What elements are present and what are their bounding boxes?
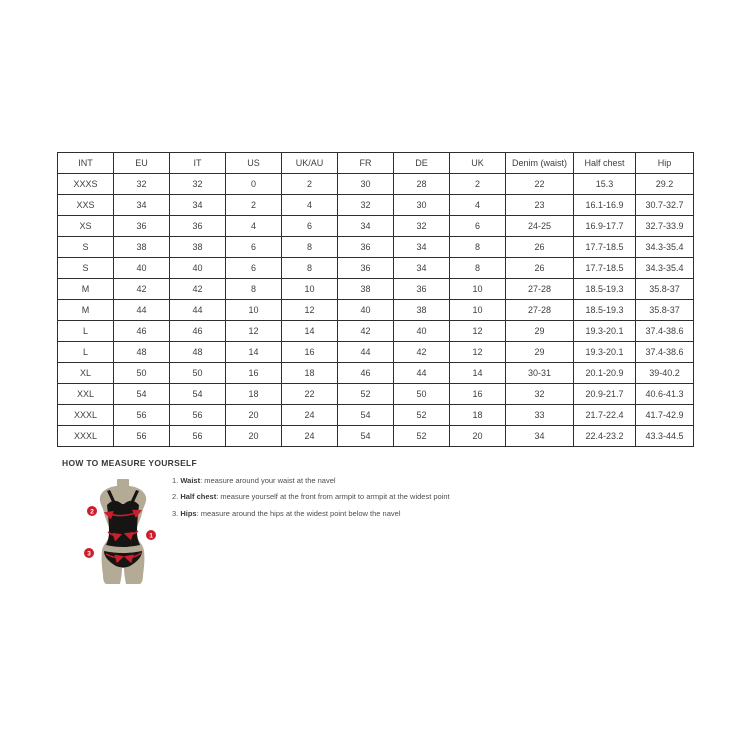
table-cell: 15.3 — [574, 174, 636, 195]
table-cell: 40 — [114, 258, 170, 279]
table-cell: 32.7-33.9 — [636, 216, 694, 237]
table-cell: 52 — [394, 426, 450, 447]
table-cell: 27-28 — [506, 300, 574, 321]
table-cell: 24 — [282, 426, 338, 447]
table-cell: 10 — [450, 300, 506, 321]
table-cell: 34.3-35.4 — [636, 237, 694, 258]
column-header: Hip — [636, 153, 694, 174]
column-header: FR — [338, 153, 394, 174]
table-cell: 40 — [338, 300, 394, 321]
table-cell: 52 — [338, 384, 394, 405]
table-cell: 8 — [450, 237, 506, 258]
measure-step-text: : measure around your waist at the navel — [200, 476, 336, 485]
table-cell: 10 — [226, 300, 282, 321]
table-cell: S — [58, 237, 114, 258]
measure-steps-list — [172, 473, 450, 522]
table-cell: 29 — [506, 321, 574, 342]
table-cell: 2 — [282, 174, 338, 195]
measure-step-label: Half chest — [180, 492, 217, 502]
table-cell: 22 — [506, 174, 574, 195]
table-cell: 38 — [114, 237, 170, 258]
table-cell: 20.9-21.7 — [574, 384, 636, 405]
table-cell: 20 — [226, 426, 282, 447]
table-row — [58, 195, 694, 216]
table-cell: 0 — [226, 174, 282, 195]
table-cell: 40 — [394, 321, 450, 342]
table-cell: 16.9-17.7 — [574, 216, 636, 237]
table-cell: 42 — [114, 279, 170, 300]
table-cell: 26 — [506, 258, 574, 279]
table-cell: 54 — [170, 384, 226, 405]
table-cell: 23 — [506, 195, 574, 216]
table-cell: 12 — [450, 321, 506, 342]
svg-text:1: 1 — [149, 532, 153, 540]
table-cell: XXXS — [58, 174, 114, 195]
table-cell: 56 — [170, 405, 226, 426]
table-cell: 56 — [114, 426, 170, 447]
table-cell: 24 — [282, 405, 338, 426]
table-cell: 38 — [338, 279, 394, 300]
table-cell: 37.4-38.6 — [636, 342, 694, 363]
table-row — [58, 363, 694, 384]
column-header: US — [226, 153, 282, 174]
table-cell: 48 — [114, 342, 170, 363]
table-cell: 29.2 — [636, 174, 694, 195]
table-cell: 16.1-16.9 — [574, 195, 636, 216]
table-cell: 19.3-20.1 — [574, 321, 636, 342]
table-cell: 10 — [450, 279, 506, 300]
table-cell: 34 — [338, 216, 394, 237]
table-cell: 20.1-20.9 — [574, 363, 636, 384]
table-cell: 52 — [394, 405, 450, 426]
table-cell: 6 — [226, 258, 282, 279]
table-cell: 30.7-32.7 — [636, 195, 694, 216]
svg-text:2: 2 — [90, 508, 94, 516]
table-cell: 38 — [394, 300, 450, 321]
table-cell: 34 — [170, 195, 226, 216]
table-cell: 14 — [282, 321, 338, 342]
table-cell: 56 — [170, 426, 226, 447]
table-cell: XXXL — [58, 426, 114, 447]
table-cell: 39-40.2 — [636, 363, 694, 384]
table-cell: 34 — [394, 258, 450, 279]
table-row — [58, 300, 694, 321]
table-row — [58, 426, 694, 447]
table-cell: 34 — [114, 195, 170, 216]
table-cell: XXXL — [58, 405, 114, 426]
table-cell: 33 — [506, 405, 574, 426]
table-cell: 18 — [450, 405, 506, 426]
table-cell: XXS — [58, 195, 114, 216]
table-cell: XXL — [58, 384, 114, 405]
table-cell: XL — [58, 363, 114, 384]
measure-section-title: HOW TO MEASURE YOURSELF — [62, 458, 198, 468]
table-cell: 40.6-41.3 — [636, 384, 694, 405]
table-row — [58, 405, 694, 426]
table-cell: 32 — [338, 195, 394, 216]
table-cell: 41.7-42.9 — [636, 405, 694, 426]
table-cell: 50 — [170, 363, 226, 384]
table-row — [58, 279, 694, 300]
table-cell: 42 — [338, 321, 394, 342]
table-cell: 35.8-37 — [636, 300, 694, 321]
measure-step — [172, 489, 450, 505]
column-header: UK — [450, 153, 506, 174]
table-cell: 2 — [226, 195, 282, 216]
table-cell: 36 — [170, 216, 226, 237]
measure-step-text: : measure around the hips at the widest point below the navel — [196, 508, 401, 518]
table-row — [58, 237, 694, 258]
table-cell: 12 — [282, 300, 338, 321]
table-row — [58, 258, 694, 279]
measure-step-number: 2. — [172, 492, 181, 502]
table-cell: 32 — [114, 174, 170, 195]
table-cell: 32 — [170, 174, 226, 195]
table-cell: 46 — [338, 363, 394, 384]
table-cell: 50 — [394, 384, 450, 405]
measure-step-text: : measure yourself at the front from armpit to armpit at the widest point — [216, 492, 450, 502]
table-cell: 30-31 — [506, 363, 574, 384]
table-cell: 4 — [226, 216, 282, 237]
measure-step-number: 3. — [172, 508, 181, 518]
table-row — [58, 342, 694, 363]
table-cell: 35.8-37 — [636, 279, 694, 300]
table-cell: 8 — [282, 237, 338, 258]
measure-step — [172, 473, 450, 489]
table-cell: 2 — [450, 174, 506, 195]
size-chart — [57, 152, 694, 447]
measure-step-label: Hips — [180, 508, 197, 518]
table-cell: 16 — [226, 363, 282, 384]
table-cell: 18 — [282, 363, 338, 384]
table-cell: 36 — [338, 237, 394, 258]
table-cell: 12 — [226, 321, 282, 342]
table-header-row — [58, 153, 694, 174]
table-cell: 36 — [114, 216, 170, 237]
table-cell: 54 — [338, 426, 394, 447]
table-cell: 14 — [226, 342, 282, 363]
column-header: EU — [114, 153, 170, 174]
table-cell: 29 — [506, 342, 574, 363]
table-cell: 54 — [114, 384, 170, 405]
table-cell: 12 — [450, 342, 506, 363]
table-cell: 17.7-18.5 — [574, 258, 636, 279]
table-cell: 28 — [394, 174, 450, 195]
table-cell: 46 — [170, 321, 226, 342]
column-header: INT — [58, 153, 114, 174]
table-cell: 22 — [282, 384, 338, 405]
table-cell: 6 — [450, 216, 506, 237]
table-cell: 24-25 — [506, 216, 574, 237]
table-cell: 32 — [394, 216, 450, 237]
table-cell: 20 — [226, 405, 282, 426]
table-cell: 16 — [282, 342, 338, 363]
table-cell: 8 — [450, 258, 506, 279]
table-cell: 44 — [114, 300, 170, 321]
table-cell: 30 — [394, 195, 450, 216]
table-cell: 50 — [114, 363, 170, 384]
measure-step-number: 1. — [172, 476, 181, 485]
table-cell: M — [58, 300, 114, 321]
table-cell: 18 — [226, 384, 282, 405]
table-cell: 42 — [394, 342, 450, 363]
column-header: Denim (waist) — [506, 153, 574, 174]
table-cell: L — [58, 321, 114, 342]
table-cell: 6 — [226, 237, 282, 258]
table-cell: 4 — [450, 195, 506, 216]
table-cell: 18.5-19.3 — [574, 300, 636, 321]
table-cell: 19.3-20.1 — [574, 342, 636, 363]
table-cell: 42 — [170, 279, 226, 300]
column-header: Half chest — [574, 153, 636, 174]
table-cell: 14 — [450, 363, 506, 384]
table-cell: 56 — [114, 405, 170, 426]
table-cell: 17.7-18.5 — [574, 237, 636, 258]
table-cell: 36 — [338, 258, 394, 279]
table-row — [58, 174, 694, 195]
table-cell: 48 — [170, 342, 226, 363]
table-cell: 32 — [506, 384, 574, 405]
table-cell: 54 — [338, 405, 394, 426]
table-cell: 30 — [338, 174, 394, 195]
table-row — [58, 321, 694, 342]
table-cell: 6 — [282, 216, 338, 237]
table-cell: 21.7-22.4 — [574, 405, 636, 426]
table-cell: 18.5-19.3 — [574, 279, 636, 300]
marker-1-badge — [146, 530, 156, 540]
table-cell: 8 — [226, 279, 282, 300]
table-cell: 46 — [114, 321, 170, 342]
table-cell: 10 — [282, 279, 338, 300]
table-cell: L — [58, 342, 114, 363]
table-cell: 43.3-44.5 — [636, 426, 694, 447]
table-cell: 27-28 — [506, 279, 574, 300]
column-header: IT — [170, 153, 226, 174]
table-row — [58, 384, 694, 405]
table-cell: XS — [58, 216, 114, 237]
table-cell: 40 — [170, 258, 226, 279]
column-header: UK/AU — [282, 153, 338, 174]
measurement-figure-illustration — [80, 474, 172, 590]
table-cell: 44 — [170, 300, 226, 321]
table-cell: 44 — [394, 363, 450, 384]
measure-step-label: Waist — [180, 476, 201, 485]
table-cell: 4 — [282, 195, 338, 216]
table-cell: 8 — [282, 258, 338, 279]
measure-step — [172, 506, 450, 522]
svg-text:3: 3 — [87, 550, 91, 558]
column-header: DE — [394, 153, 450, 174]
table-cell: 38 — [170, 237, 226, 258]
table-cell: 36 — [394, 279, 450, 300]
table-cell: 44 — [338, 342, 394, 363]
size-chart-table — [57, 152, 694, 447]
table-cell: 37.4-38.6 — [636, 321, 694, 342]
table-cell: 16 — [450, 384, 506, 405]
table-cell: 22.4-23.2 — [574, 426, 636, 447]
table-row — [58, 216, 694, 237]
table-cell: 34.3-35.4 — [636, 258, 694, 279]
table-cell: 34 — [394, 237, 450, 258]
marker-2-badge — [87, 506, 97, 516]
table-cell: 34 — [506, 426, 574, 447]
table-cell: M — [58, 279, 114, 300]
table-cell: 20 — [450, 426, 506, 447]
table-cell: S — [58, 258, 114, 279]
marker-3-badge — [84, 548, 94, 558]
table-cell: 26 — [506, 237, 574, 258]
